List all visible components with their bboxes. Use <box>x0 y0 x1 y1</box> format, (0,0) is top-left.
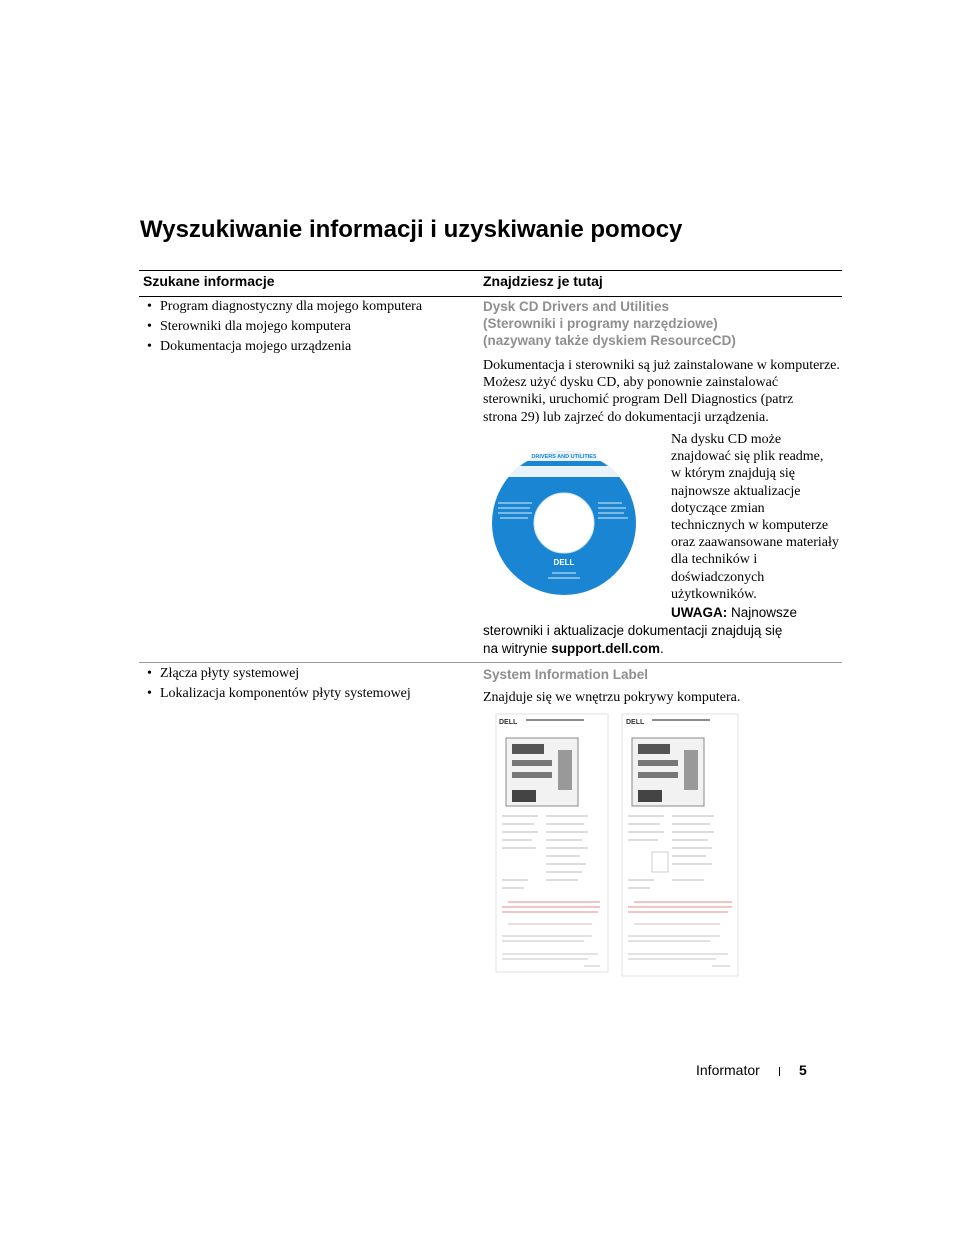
cd-heading <box>483 298 736 349</box>
text-line: dla techników i <box>671 552 758 568</box>
list-item: • Złącza płyty systemowej <box>147 666 411 682</box>
label-panel-right <box>622 714 738 976</box>
page-title: Wyszukiwanie informacji i uzyskiwanie pomocy <box>140 216 683 243</box>
text-line: sterowniki, uruchomić program Dell Diagnostics (patrz <box>483 392 794 408</box>
text-line: w którym znajdują się <box>671 466 796 482</box>
cd-heading-line: (Sterowniki i programy narzędziowe) <box>483 316 718 331</box>
text-line: najnowsze aktualizacje <box>671 483 801 499</box>
header-bottom-rule <box>139 296 842 297</box>
footer-separator <box>779 1067 780 1076</box>
column-header-sought-info: Szukane informacje <box>143 273 275 289</box>
note-line-3 <box>483 640 664 657</box>
list-item: • Sterowniki dla mojego komputera <box>147 319 422 335</box>
text-line: użytkowników. <box>671 586 757 602</box>
cd-title-text: DRIVERS AND UTILITIES <box>531 454 597 460</box>
column-header-where-found: Znajdziesz je tutaj <box>483 273 603 289</box>
note-line-1 <box>671 604 797 621</box>
cd-heading-line: (nazywany także dyskiem ResourceCD) <box>483 333 736 348</box>
list-item: • Dokumentacja mojego urządzenia <box>147 339 422 355</box>
system-label-heading: System Information Label <box>483 667 649 682</box>
text-line: znajdować się plik readme, <box>671 449 824 465</box>
footer-section-name: Informator <box>696 1062 760 1078</box>
text-line: technicznych w komputerze <box>671 518 829 534</box>
list-item: • Lokalizacja komponentów płyty systemowej <box>147 686 411 702</box>
note-text: na witrynie <box>483 641 552 656</box>
note-text: Najnowsze <box>727 605 798 620</box>
row2-bullet-list <box>147 666 411 706</box>
support-url-link[interactable]: support.dell.com <box>551 641 661 656</box>
list-item: • Program diagnostyczny dla mojego komputera <box>147 299 422 315</box>
text-line: Możesz użyć dysku CD, aby ponownie zainstalować <box>483 375 779 391</box>
cd-description <box>483 357 843 426</box>
cd-side-text <box>671 431 846 603</box>
note-text: . <box>660 641 664 656</box>
cd-heading-line: Dysk CD Drivers and Utilities <box>483 299 670 314</box>
system-information-label-image <box>488 710 744 980</box>
text-line: Na dysku CD może <box>671 432 782 447</box>
dell-logo-icon: DELL <box>626 719 645 726</box>
row1-bullet-list <box>147 299 422 359</box>
text-line: oraz zaawansowane materiały <box>671 535 839 551</box>
dell-logo-icon: DELL <box>553 558 575 567</box>
drivers-cd-image <box>490 437 638 595</box>
note-label: UWAGA: <box>671 605 728 620</box>
note-line-2: sterowniki i aktualizacje dokumentacji znajdują się <box>483 623 783 638</box>
page-number: 5 <box>799 1062 807 1078</box>
system-label-description: Znajduje się we wnętrzu pokrywy komputera. <box>483 690 741 705</box>
table-top-rule <box>139 270 842 271</box>
text-line: dotyczące zmian <box>671 500 765 516</box>
label-panel-left <box>496 714 608 972</box>
text-line: Dokumentacja i sterowniki są już zainstalowane w komputerze. <box>483 358 840 373</box>
row-divider <box>139 662 842 663</box>
cd-center-hole <box>534 493 594 553</box>
text-line: doświadczonych <box>671 569 765 585</box>
dell-logo-icon: DELL <box>499 719 518 726</box>
text-line: strona 29) lub zajrzeć do dokumentacji urządzenia. <box>483 409 769 425</box>
